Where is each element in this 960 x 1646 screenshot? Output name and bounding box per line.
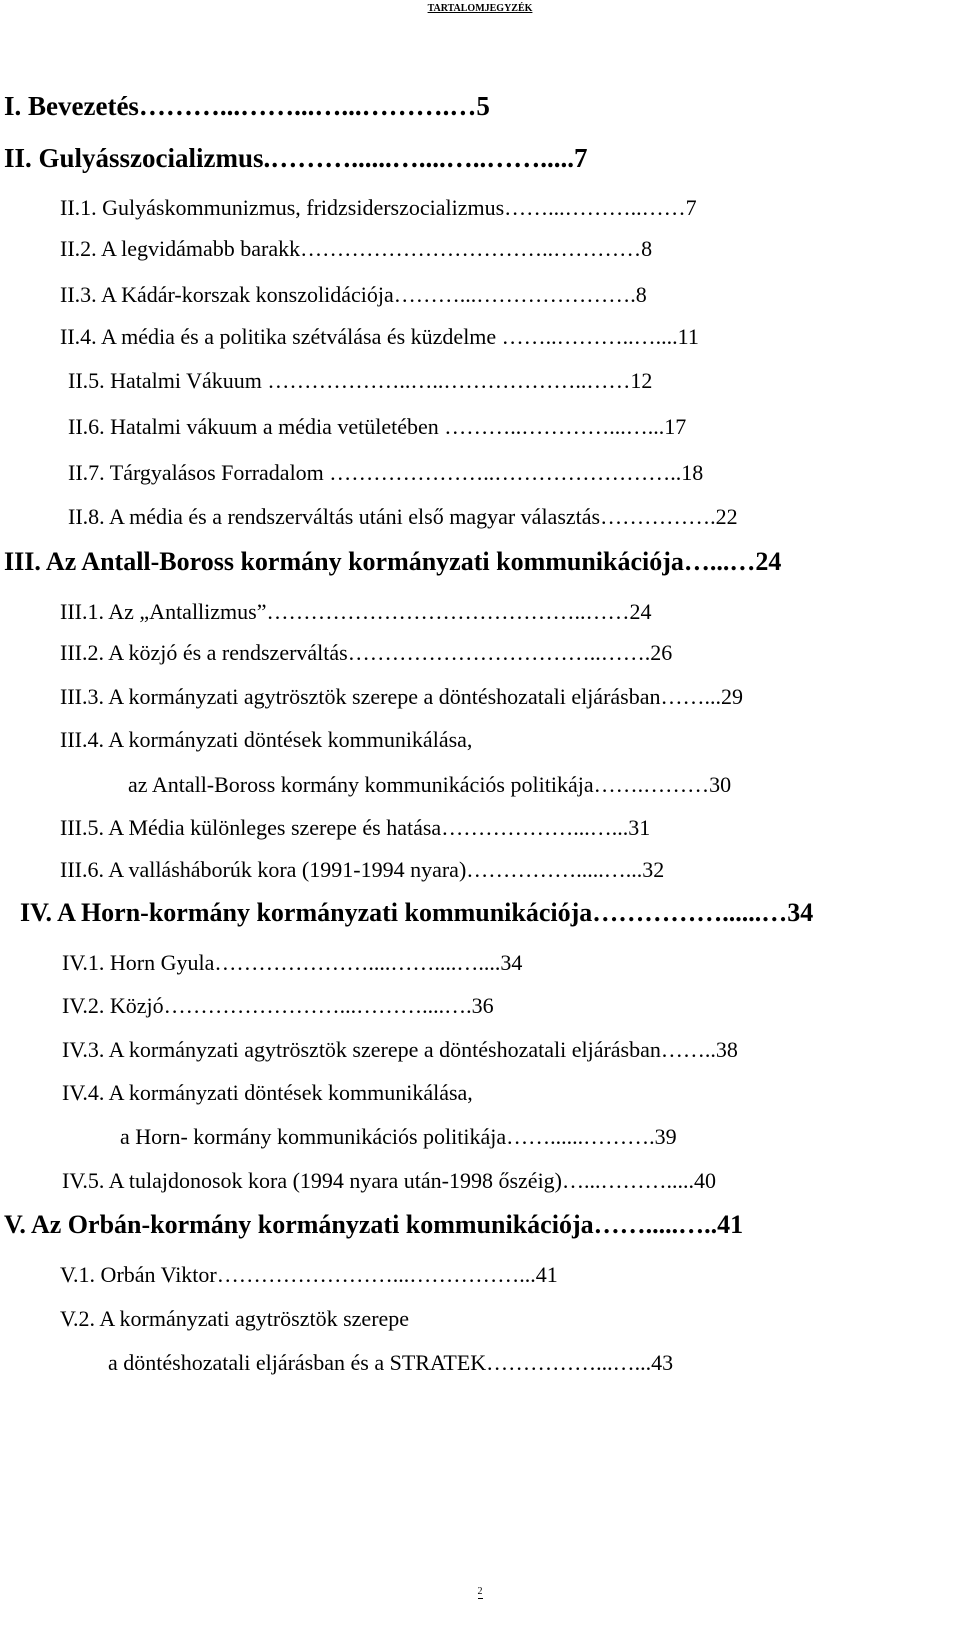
page-number-value: 2: [477, 1586, 483, 1597]
toc-entry-section: III.5. A Média különleges szerepe és hatása………………...…...31: [60, 815, 651, 840]
toc-entry-section: II.2. A legvidámabb barakk……………………………..…………8: [60, 236, 653, 261]
toc-entry-chapter-2: II. Gulyásszocializmus.………......…....…..…….....7: [4, 143, 588, 173]
toc-entry-section: II.7. Tárgyalásos Forradalom …………………..……………………..18: [68, 460, 704, 485]
toc-entry-section: IV.4. A kormányzati döntések kommunikálása,: [62, 1080, 473, 1105]
toc-entry-section: III.3. A kormányzati agytrösztök szerepe a döntéshozatali eljárásban……...29: [60, 684, 743, 709]
toc-entry-section: III.6. A vallásháborúk kora (1991-1994 nyara)…………….....…...32: [60, 857, 665, 882]
toc-entry-section-continuation: az Antall-Boross kormány kommunikációs politikája…….………30: [128, 772, 732, 797]
toc-entry-section-continuation: a Horn- kormány kommunikációs politikája……......……….39: [120, 1124, 677, 1149]
toc-entry-section: V.1. Orbán Viktor……………………...……………...41: [60, 1262, 558, 1287]
toc-entry-section: II.5. Hatalmi Vákuum ………………..…..………………..……12: [68, 368, 653, 393]
toc-entry-section: III.1. Az „Antallizmus”……………………………………..……24: [60, 599, 652, 624]
toc-entry-chapter-5: V. Az Orbán-kormány kormányzati kommunikációja…….....…..41: [4, 1210, 744, 1239]
toc-entry-chapter-1: I. Bevezetés………...……...…...……….…5: [4, 91, 490, 121]
toc-entry-section: III.2. A közjó és a rendszerváltás……………………………..…….26: [60, 640, 673, 665]
toc-entry-section: IV.1. Horn Gyula…………………....……....…....34: [62, 950, 523, 975]
toc-entry-section: II.3. A Kádár-korszak konszolidációja………...………………….8: [60, 282, 647, 307]
toc-entry-section: II.1. Gulyáskommunizmus, fridzsiderszocializmus……...………..……7: [60, 195, 697, 220]
toc-entry-chapter-4: IV. A Horn-kormány kormányzati kommunikációja……………......…34: [20, 898, 814, 927]
toc-entry-section: II.6. Hatalmi vákuum a média vetületében ………..…………...…...17: [68, 414, 687, 439]
toc-entry-section: III.4. A kormányzati döntések kommunikálása,: [60, 727, 473, 752]
toc-entry-section: V.2. A kormányzati agytrösztök szerepe: [60, 1306, 410, 1331]
toc-entry-section: IV.2. Közjó……………………...………....….36: [62, 993, 494, 1018]
toc-entry-section: II.4. A média és a politika szétválása és küzdelme ……..………..…....11: [60, 324, 699, 349]
toc-entry-section: II.8. A média és a rendszerváltás utáni első magyar választás…………….22: [68, 504, 738, 529]
page-number: [0, 1587, 960, 1599]
page-title: TARTALOMJEGYZÉK: [427, 3, 533, 14]
toc-entry-chapter-3: III. Az Antall-Boross kormány kormányzati kommunikációja…...…24: [4, 547, 782, 576]
toc-entry-section: IV.5. A tulajdonosok kora (1994 nyara után-1998 őszéig)…...……….....40: [62, 1168, 717, 1193]
toc-entry-section-continuation: a döntéshozatali eljárásban és a STRATEK……………...…...43: [108, 1350, 674, 1375]
toc-entry-section: IV.3. A kormányzati agytrösztök szerepe a döntéshozatali eljárásban……..38: [62, 1037, 738, 1062]
